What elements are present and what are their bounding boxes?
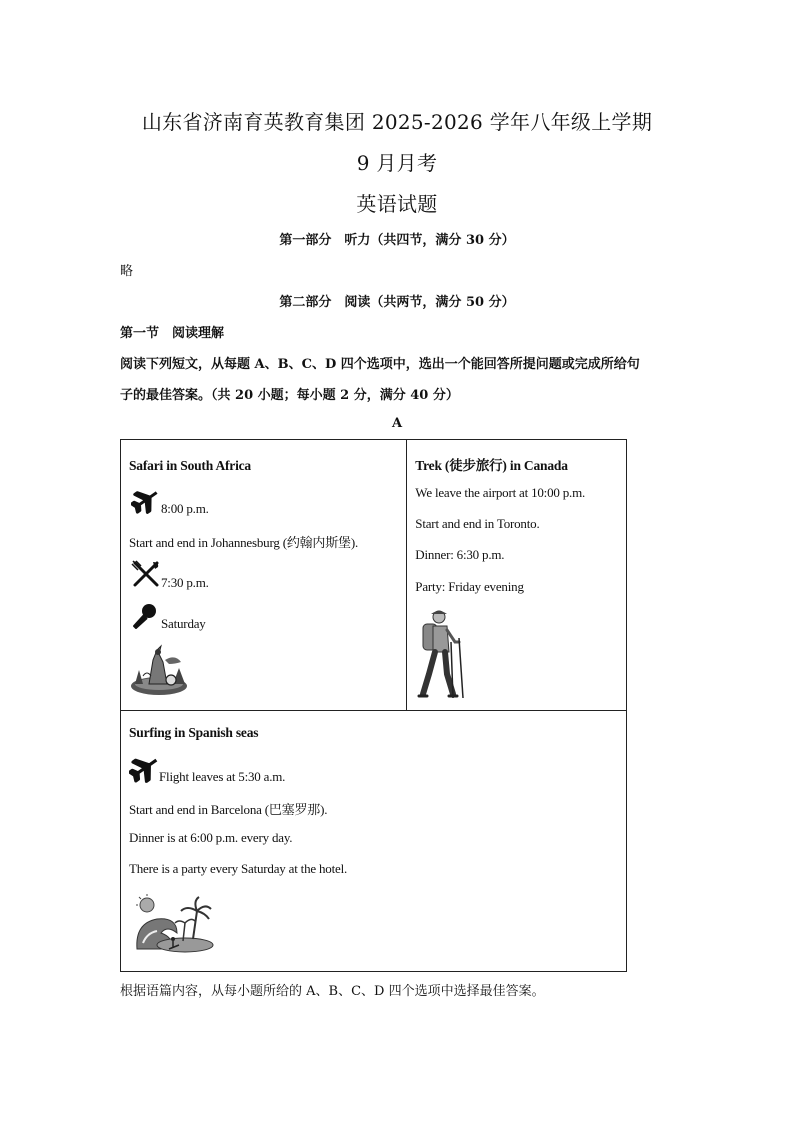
surfing-title: Surfing in Spanish seas — [129, 725, 259, 740]
tour-table — [120, 439, 627, 972]
surfing-location: Start and end in Barcelona (巴塞罗那). — [129, 802, 328, 817]
trek-party: Party: Friday evening — [415, 579, 524, 594]
part2-heading: 第二部分 阅读（共两节，满分 50 分） — [279, 295, 515, 310]
trek-title: Trek (徒步旅行) in Canada — [415, 458, 568, 473]
airplane-icon — [131, 486, 161, 514]
question-prompt: 根据语篇内容，从每小题所给的 A、B、C、D 四个选项中选择最佳答案。 — [120, 984, 545, 999]
exam-title-line2: 9 月月考 — [356, 151, 438, 175]
hiker-icon — [415, 608, 467, 700]
surfing-dinner: Dinner is at 6:00 p.m. every day. — [129, 830, 293, 845]
surfing-illustration-icon — [133, 893, 215, 959]
instruction-line1: 阅读下列短文，从每题 A、B、C、D 四个选项中，选出一个能回答所提问题或完成所给句 — [120, 357, 640, 372]
surfing-flight: Flight leaves at 5:30 a.m. — [159, 769, 286, 784]
safari-flight: 8:00 p.m. — [161, 501, 209, 516]
trek-dinner: Dinner: 6:30 p.m. — [415, 547, 505, 562]
exam-title-line3: 英语试题 — [356, 192, 438, 216]
section-title: 第一节 阅读理解 — [120, 326, 225, 341]
card-safari — [121, 440, 407, 711]
microphone-icon — [131, 602, 159, 630]
instruction-line2: 子的最佳答案。（共 20 小题；每小题 2 分，满分 40 分） — [120, 388, 459, 403]
surfing-party: There is a party every Saturday at the hotel. — [129, 861, 348, 876]
trek-location: Start and end in Toronto. — [415, 516, 540, 531]
safari-title: Safari in South Africa — [129, 458, 251, 473]
card-trek — [407, 440, 627, 711]
exam-title-line1: 山东省济南育英教育集团 2025-2026 学年八年级上学期 — [141, 110, 653, 134]
card-surfing — [121, 711, 627, 972]
trek-flight: We leave the airport at 10:00 p.m. — [415, 485, 586, 500]
airplane-icon — [129, 753, 161, 783]
safari-location: Start and end in Johannesburg (约翰内斯堡). — [129, 535, 359, 550]
fork-knife-icon — [131, 560, 161, 588]
passage-label: A — [391, 416, 403, 431]
part1-heading: 第一部分 听力（共四节，满分 30 分） — [279, 233, 515, 248]
safari-dinner: 7:30 p.m. — [161, 575, 209, 590]
part1-body: 略 — [120, 264, 134, 279]
safari-party: Saturday — [161, 616, 206, 631]
safari-illustration-icon — [129, 640, 191, 698]
